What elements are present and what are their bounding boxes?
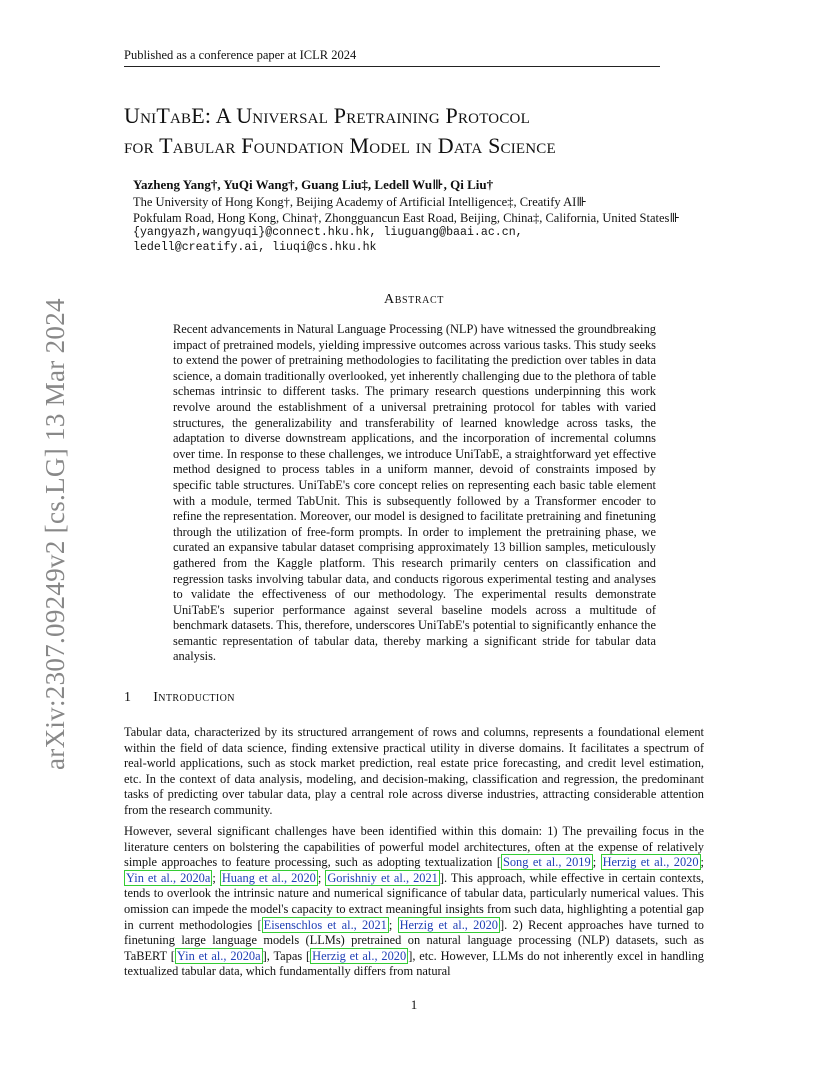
citation-link[interactable]: Huang et al., 2020	[221, 870, 316, 885]
section-heading-introduction	[124, 690, 235, 706]
citation-link[interactable]: Herzig et al., 2020	[312, 948, 407, 963]
abstract-heading: Abstract	[384, 292, 444, 307]
author-list: Yazheng Yang†, YuQi Wang†, Guang Liu‡, Ledell Wu⊪, Qi Liu†	[133, 177, 494, 192]
citation-link[interactable]: Herzig et al., 2020	[399, 917, 498, 932]
affiliation-addresses: Pokfulam Road, Hong Kong, China†, Zhongguancun East Road, Beijing, China‡, California, United States⊪	[133, 211, 681, 225]
citation-link[interactable]: Gorishniy et al., 2021	[327, 870, 438, 885]
citation-link[interactable]: Eisenschlos et al., 2021	[263, 917, 387, 932]
arxiv-watermark: arXiv:2307.09249v2 [cs.LG] 13 Mar 2024	[40, 298, 70, 770]
running-header: Published as a conference paper at ICLR 2024	[124, 48, 357, 62]
intro-paragraph-2: However, several significant challenges have been identified within this domain: 1) The prevailing focus in the literature centers on bolstering the capabilities of powerful model architectures, often at the expense of relatively simple approaches to feature processing, such as adopting textualization [ Song et al., 2019 ; Herzig et al., 2020 ; Yin et al., 2020a ; Huang et al., 2020 ; Gorishniy et al., 2021 ]. This approach, while effective in certain contexts, tends to overlook the intrinsic nature and numerical significance of tabular data, particularly numerical values. This omission can impede the model's capacity to extract meaningful insights from such data, highlighting a potential gap in current methodologies [ Eisenschlos et al., 2021 ; Herzig et al., 2020 ]. 2) Recent approaches have turned to finetuning large language models (LLMs) pretrained on natural language processing (NLP) datasets, such as TaBERT [ Yin et al., 2020a ], Tapas [ Herzig et al., 2020 ], etc. However, LLMs do not inherently excel in handling textualized tabular data, which fundamentally differs from natural	[124, 824, 705, 979]
header-rule	[124, 66, 660, 67]
citation-link[interactable]: Song et al., 2019	[502, 855, 591, 870]
section-number: 1	[124, 690, 132, 705]
citation-link[interactable]: Herzig et al., 2020	[602, 855, 699, 870]
email-line-1[interactable]: {yangyazh,wangyuqi}@connect.hku.hk, liuguang@baai.ac.cn,	[133, 226, 523, 239]
affiliation-institutions: The University of Hong Kong†, Beijing Academy of Artificial Intelligence‡, Creatify AI⊪	[133, 195, 588, 209]
intro-paragraph-1: Tabular data, characterized by its structured arrangement of rows and columns, represents a foundational element within the field of data science, finding extensive practical utility in diverse domains. It facilitates a spectrum of real-world applications, such as stock market prediction, real estate price forecasting, and credit level estimation, etc. In the context of data analysis, modeling, and decision-making, classification and regression, the predominant tasks of predicting over tabular data, play a central role across diverse industries, attracting considerable attention from the research community.	[124, 725, 704, 817]
citation-link[interactable]: Yin et al., 2020a	[126, 870, 211, 885]
citation-link[interactable]: Yin et al., 2020a	[176, 948, 261, 963]
page-number: 1	[410, 997, 418, 1012]
paper-title	[124, 101, 744, 161]
title-line-1: UniTabE: A Universal Pretraining Protocol	[124, 103, 530, 128]
section-title: Introduction	[153, 690, 235, 705]
title-line-2: for Tabular Foundation Model in Data Science	[124, 133, 556, 158]
abstract-body: Recent advancements in Natural Language Processing (NLP) have witnessed the groundbreaking impact of pretrained models, yielding impressive outcomes across various tasks. This study seeks to extend the power of pretraining methodologies to facilitating the prediction over tables in data science, a domain traditionally overlooked, yet inherently challenging due to the plethora of table schemas intrinsic to different tasks. The primary research questions underpinning this work revolve around the establishment of a universal pretraining protocol for tables with varied structures, the generalizability and transferability of learned knowledge across tasks, the adaptation to diverse downstream applications, and the incorporation of incremental columns over time. In response to these challenges, we introduce UniTabE, a straightforward yet effective method designed to process tables in a uniform manner, devoid of constraints imposed by specific table structures. UniTabE's core concept relies on representing each basic table element with a module, termed TabUnit. This is subsequently followed by a Transformer encoder to refine the representation. Moreover, our model is designed to facilitate pretraining and finetuning through the utilization of free-form prompts. In order to implement the pretraining phase, we curated an expansive tabular dataset comprising approximately 13 billion samples, meticulously gathered from the Kaggle platform. This research primarily centers on classification and regression tasks involving tabular data, and conducts rigorous experimental testing and analyses to validate the effectiveness of our methodology. The experimental results demonstrate UniTabE's superior performance against several baseline models across a multitude of benchmark datasets. This, therefore, underscores UniTabE's potential to significantly enhance the semantic representation of tabular data, thereby marking a significant stride for tabular data analysis.	[173, 322, 656, 664]
email-line-2[interactable]: ledell@creatify.ai, liuqi@cs.hku.hk	[133, 241, 377, 254]
